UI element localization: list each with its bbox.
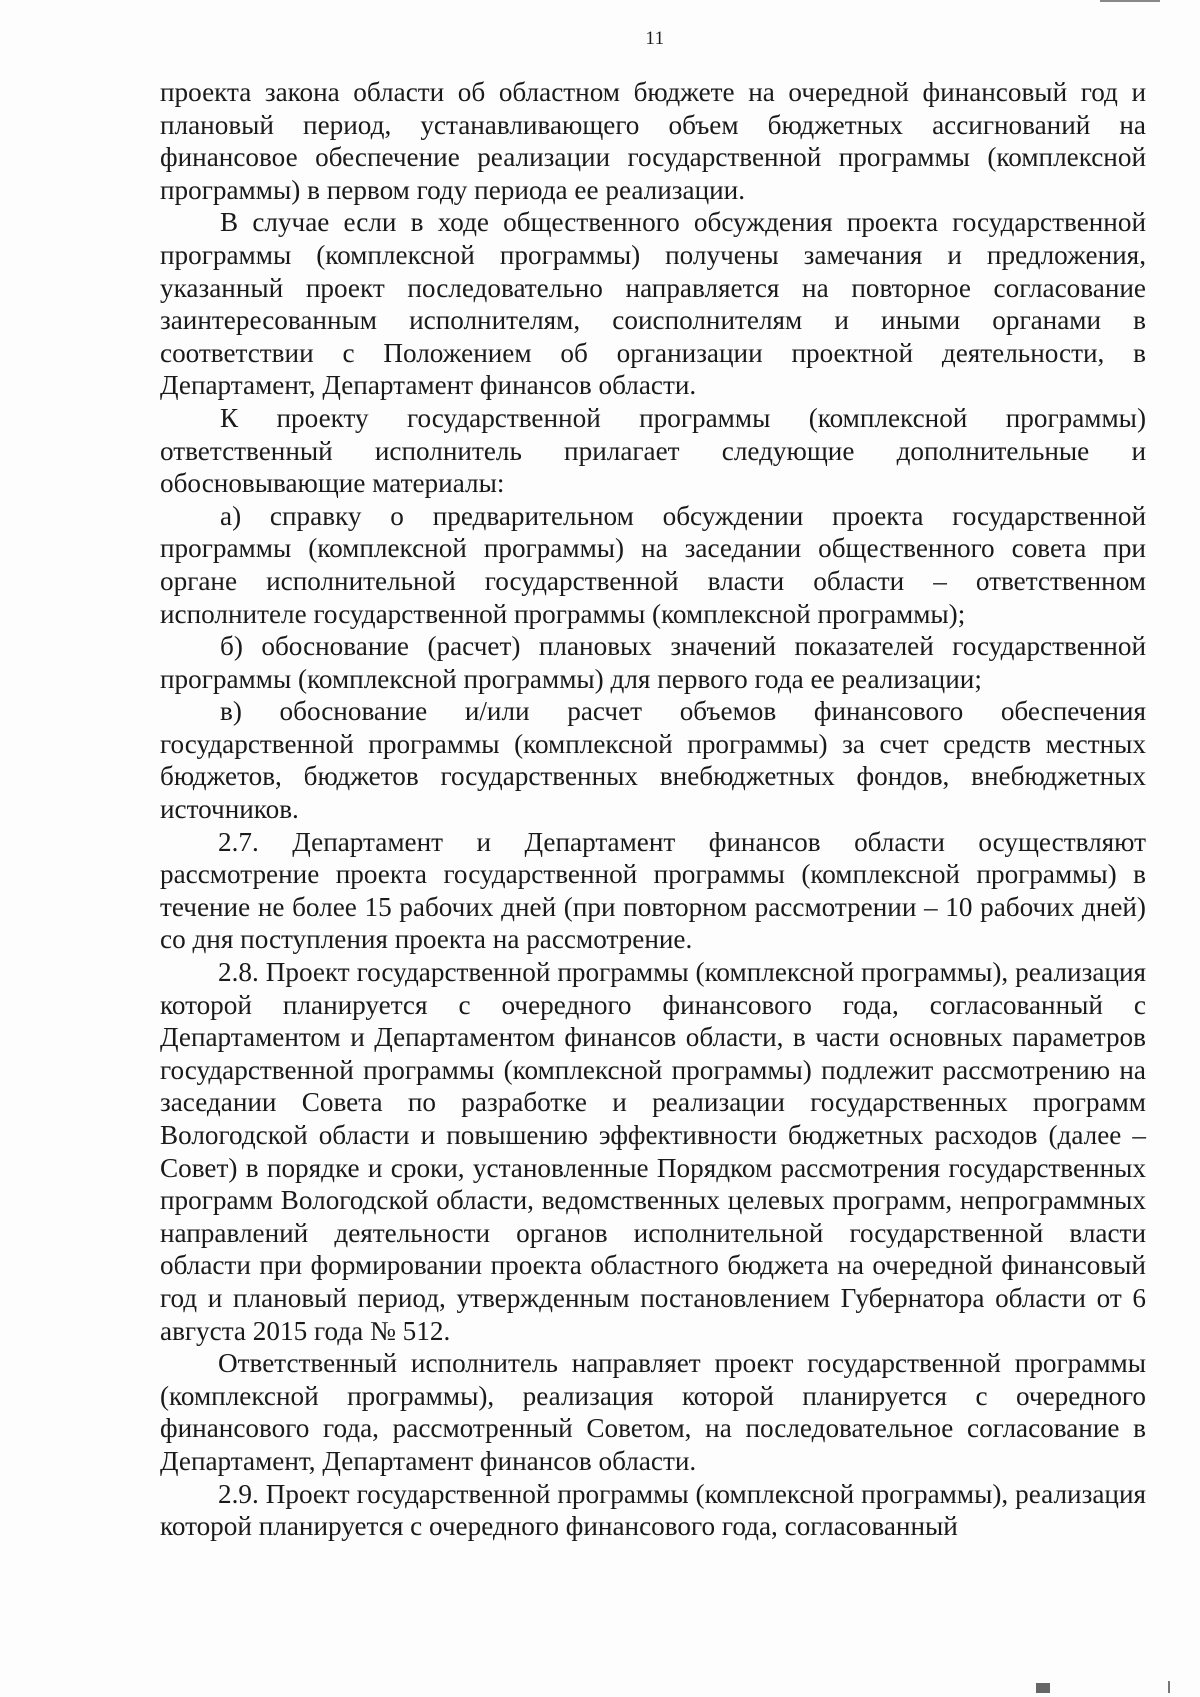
page-number: 11: [645, 28, 665, 49]
list-item-b: б) обоснование (расчет) плановых значений показателей государственной программы (комплексной программы) для первого года ее реализации;: [160, 631, 1146, 694]
scan-artifact-bottom-edge: [1168, 1681, 1170, 1693]
list-item-a: а) справку о предварительном обсуждении проекта государственной программы (комплексной программы) на заседании общественного совета при органе исполнительной государственной власти области – ответственном исполнителе государственной программы (комплексной программы);: [160, 500, 1146, 629]
document-body: [160, 76, 1146, 1543]
scan-artifact-top-right: [1100, 0, 1160, 2]
clause-2-7: 2.7. Департамент и Департамент финансов области осуществляют рассмотрение проекта государственной программы (комплексной программы) в течение не более 15 рабочих дней (при повторном рассмотрении – 10 рабочих дней) со дня поступления проекта на рассмотрение.: [160, 826, 1146, 955]
scan-artifact-bottom-right: [1036, 1683, 1050, 1693]
paragraph-public-discussion: В случае если в ходе общественного обсуждения проекта государственной программы (комплексной программы) получены замечания и предложения, указанный проект последовательно направляется на повторное согласование заинтересованным исполнителям, соисполнителям и иными органами в соответствии с Положением об организации проектной деятельности, в Департамент, Департамент финансов области.: [160, 207, 1146, 401]
clause-2-9: 2.9. Проект государственной программы (комплексной программы), реализация которой планируется с очередного финансового года, согласованный: [160, 1478, 1146, 1542]
list-item-c: в) обоснование и/или расчет объемов финансового обеспечения государственной программы (комплексной программы) за счет средств местных бюджетов, бюджетов государственных внебюджетных фондов, внебюджетных источников.: [160, 696, 1146, 825]
paragraph-supporting-materials: К проекту государственной программы (комплексной программы) ответственный исполнитель прилагает следующие дополнительные и обосновывающие материалы:: [160, 402, 1146, 499]
paragraph-continuation: проекта закона области об областном бюджете на очередной финансовый год и плановый период, устанавливающего объем бюджетных ассигнований на финансовое обеспечение реализации государственной программы (комплексной программы) в первом году периода ее реализации.: [160, 77, 1146, 205]
paragraph-responsible-executor: Ответственный исполнитель направляет проект государственной программы (комплексной программы), реализация которой планируется с очередного финансового года, рассмотренный Советом, на последовательное согласование в Департамент, Департамент финансов области.: [160, 1348, 1146, 1476]
clause-2-8: 2.8. Проект государственной программы (комплексной программы), реализация которой планируется с очередного финансового года, согласованный с Департаментом и Департаментом финансов области, в части основных параметров государственной программы (комплексной программы) подлежит рассмотрению на заседании Совета по разработке и реализации государственных программ Вологодской области и повышению эффективности бюджетных расходов (далее – Совет) в порядке и сроки, установленные Порядком рассмотрения государственных программ Вологодской области, ведомственных целевых программ, непрограммных направлений деятельности органов исполнительной государственной власти области при формировании проекта областного бюджета на очередной финансовый год и плановый период, утвержденным постановлением Губернатора области от 6 августа 2015 года № 512.: [160, 957, 1146, 1346]
